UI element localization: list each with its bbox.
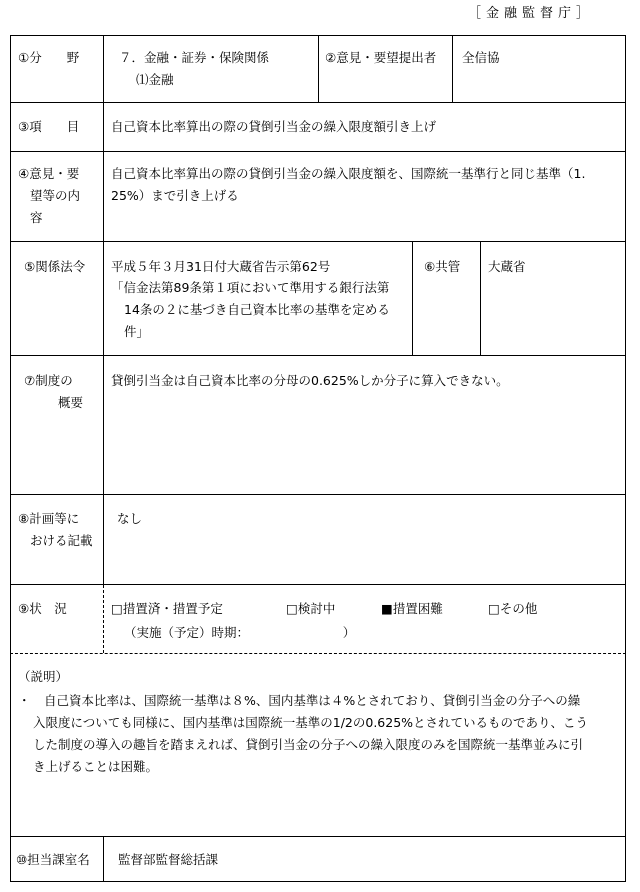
field-value: ７．金融・証券・保険関係 — [119, 50, 270, 65]
plan-label: おける記載 — [30, 533, 93, 548]
department-value: 監督部監督総括課 — [118, 852, 219, 867]
checkbox-empty-icon: □ — [286, 601, 298, 616]
status-option-difficult: ■措置困難 — [381, 601, 443, 616]
jurisdiction-value: 大蔵省 — [488, 259, 526, 274]
law-label: ⑤関係法令 — [24, 259, 86, 274]
overview-label: 概要 — [58, 395, 84, 410]
item-value: 自己資本比率算出の際の貸倒引当金の繰入限度額引き上げ — [111, 119, 437, 134]
request-label: ④意見・要 — [18, 166, 80, 181]
explanation-heading: （説明） — [18, 669, 69, 684]
status-timing: （実施（予定）時期： ） — [124, 625, 356, 640]
agency-header: ［金融監督庁］ — [468, 6, 595, 21]
request-value: 自己資本比率算出の際の貸倒引当金の繰入限度額を、国際統一基準行と同じ基準（1. — [111, 166, 586, 181]
submitter-label: ②意見・要望提出者 — [325, 50, 437, 65]
jurisdiction-label: ⑥共管 — [424, 259, 461, 274]
explanation-text: 入限度についても同様に、国内基準は国際統一基準の1/2の0.625%とされているものであり、こう — [33, 715, 589, 730]
explanation-text: した制度の導入の趣旨を踏まえれば、貸倒引当金の分子への繰入限度のみを国際統一基準並みに引 — [33, 737, 584, 752]
request-label: 望等の内 — [30, 188, 81, 203]
overview-label: ⑦制度の — [24, 373, 73, 388]
plan-label: ⑧計画等に — [18, 511, 80, 526]
explanation-text: 自己資本比率は、国際統一基準は８%、国内基準は４%とされており、貸倒引当金の分子への繰 — [44, 693, 581, 708]
explanation-text: き上げることは困難。 — [33, 759, 159, 774]
checkbox-empty-icon: □ — [111, 601, 123, 616]
status-option-other: □その他 — [488, 601, 538, 616]
explanation-bullet: ・ — [18, 693, 31, 708]
department-label: ⑩担当課室名 — [16, 852, 90, 867]
checkbox-filled-icon: ■ — [381, 601, 393, 616]
request-value: 25%）まで引き上げる — [111, 188, 239, 203]
law-value: 件」 — [124, 324, 150, 339]
status-option-implemented: □措置済・措置予定 — [111, 601, 223, 616]
plan-value: なし — [117, 511, 143, 526]
status-label: ⑨状 況 — [18, 601, 67, 616]
field-subvalue: ⑴金融 — [136, 72, 174, 87]
law-value: 14条の２に基づき自己資本比率の基準を定める — [124, 302, 390, 317]
status-option-reviewing: □検討中 — [286, 601, 336, 616]
law-value: 「信金法第89条第１項において準用する銀行法第 — [111, 280, 390, 295]
request-label: 容 — [30, 210, 43, 225]
field-label: ①分 野 — [18, 50, 80, 65]
submitter-value: 全信協 — [462, 50, 500, 65]
law-value: 平成５年３月31日付大蔵省告示第62号 — [111, 259, 331, 274]
overview-value: 貸倒引当金は自己資本比率の分母の0.625%しか分子に算入できない。 — [111, 373, 509, 388]
checkbox-empty-icon: □ — [488, 601, 500, 616]
item-label: ③項 目 — [18, 119, 80, 134]
